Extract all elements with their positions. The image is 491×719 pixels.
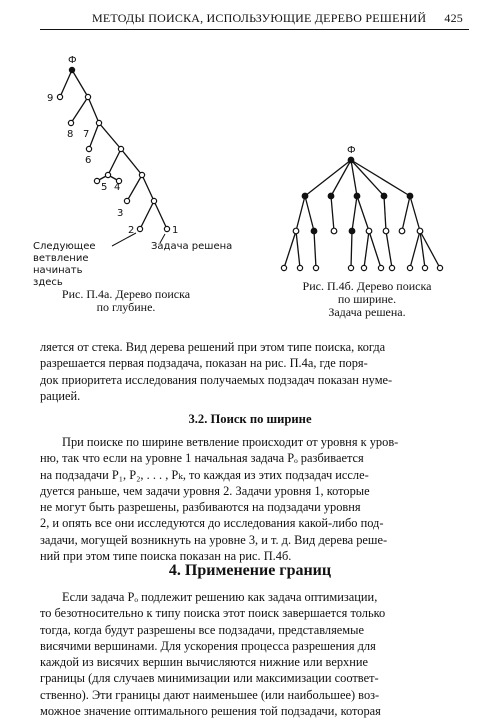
figure-b-caption: Рис. П.4б. Дерево поиска по ширине. Задача решена. xyxy=(302,279,432,319)
tree-a-node-number: 9 xyxy=(47,93,54,104)
tree-a-node-number: 8 xyxy=(67,129,74,140)
page-number: 425 xyxy=(444,11,463,25)
tree-a-node-number: 3 xyxy=(117,208,124,219)
tree-a-node-number: 4 xyxy=(114,182,121,193)
tree-a-node-number: 1 xyxy=(172,225,179,236)
tree-a-node-number: 2 xyxy=(128,225,135,236)
figure-a-caption: Рис. П.4а. Дерево поиска по глубине. xyxy=(61,287,191,314)
paragraph-breadth-first: При поиске по ширине ветвление происходит от уровня к уров- ню, так что если на уровне 1 начальная задача Pₒ разбивается на подзадачи P₁, P₂, . . . , Pₖ, то каждая из этих подзадач иссле- дуется раньше, чем задачи уровня 2. Задачи уровня 1, которые не могут быть разрешены, разбиваются на подзадачи уровня 2, и опять все они исследуются до исследования какой-либо под- задачи, могущей возникнуть на уровне 3, и т. д. Вид дерева реше- ний при этом типе поиска показан на рис. П.4б. xyxy=(40,435,399,564)
tree-b-nodes xyxy=(281,157,442,270)
paragraph-bounds: Если задача Pₒ подлежит решению как задача оптимизации, то безотносительно к типу поиска этот поиск завершается только тогда, когда будут разрешены все подзадачи, представляемые висячими вершинами. Для ускорения процесса разрешения для каждой из висячих вершин вычисляются нижние или верхние границы (для случаев минимизации или максимизации соответ- ственно). Эти границы дают наименьшее (или наибольшее) воз- можное значение оптимального решения той подзадачи, которая xyxy=(40,590,386,719)
note-next-branch: Следующее ветвление начинать здесь xyxy=(33,241,96,288)
note-problem-solved: Задача решена xyxy=(151,241,233,252)
tree-a-node-number: 7 xyxy=(83,129,90,140)
running-title: МЕТОДЫ ПОИСКА, ИСПОЛЬЗУЮЩИЕ ДЕРЕВО РЕШЕНИЙ xyxy=(92,11,427,25)
section-heading-breadth-first: 3.2. Поиск по ширине xyxy=(188,412,312,426)
paragraph-stack-continuation: ляется от стека. Вид дерева решений при этом типе поиска, когда разрешается первая подзадача, показан на рис. П.4а, где поря- док приоритета исследования получаемых подзадач показан нуме- рацией. xyxy=(40,340,393,403)
tree-b-root-symbol: Ф xyxy=(347,145,356,156)
tree-a-root-symbol: Ф xyxy=(68,55,77,66)
section-heading-bounds: 4. Применение границ xyxy=(168,562,332,579)
tree-a-node-number: 5 xyxy=(101,182,108,193)
tree-a-node-number: 6 xyxy=(85,155,92,166)
tree-b-edges xyxy=(284,160,440,268)
